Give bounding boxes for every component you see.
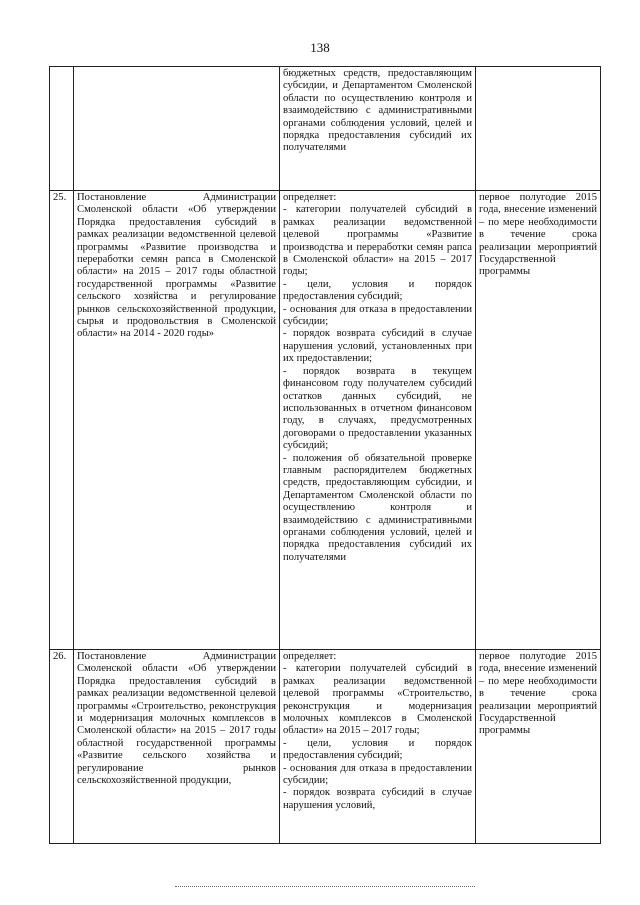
deadline: первое полугодие 2015 года, внесение изменений – по мере необходимости в течение срока реализации мероприятий Государственной программы	[476, 191, 601, 650]
row-number	[50, 67, 74, 191]
content-paragraph: - порядок возврата субсидий в случае нарушения условий,	[283, 787, 472, 811]
document-content	[280, 67, 476, 191]
content-paragraph: - категории получателей субсидий в рамках реализации ведомственной целевой программы «Строительство, реконструкция и модернизация молочных комплексов в Смоленской области» на 2015 – 2017 годы;	[283, 663, 472, 737]
document-name: Постановление Администрации Смоленской области «Об утверждении Порядка предоставления субсидий в рамках реализации ведомственной целевой программы «Развитие производства и переработки семян рапса в Смоленской области» на 2015 – 2017 годы областной государственной программы «Развитие сельского хозяйства и регулирование рынков сельскохозяйственной продукции, сырья и продовольствия в Смоленской области» на 2014 - 2020 годы»	[74, 191, 280, 650]
table-row	[50, 191, 601, 650]
content-paragraph: определяет:	[283, 192, 337, 203]
document-content	[280, 191, 476, 650]
table-row	[50, 650, 601, 844]
content-paragraph: - цели, условия и порядок предоставления субсидий;	[283, 278, 472, 303]
footer-divider	[175, 886, 475, 887]
content-paragraph: - основания для отказа в предоставлении субсидии;	[283, 762, 472, 787]
content-paragraph: - основания для отказа в предоставлении субсидии;	[283, 303, 472, 328]
document-content	[280, 650, 476, 844]
deadline	[476, 67, 601, 191]
content-paragraph: - порядок возврата в текущем финансовом году получателем субсидий остатков данных субсидий, не использованных в отчетном финансовом году, в случаях, предусмотренных договорами о предоставлении указанных субсидий;	[283, 365, 472, 452]
content-paragraph: определяет:	[283, 651, 337, 662]
row-number: 25.	[50, 191, 74, 650]
table-row	[50, 67, 601, 191]
deadline: первое полугодие 2015 года, внесение изменений – по мере необходимости в течение срока реализации мероприятий Государственной программы	[476, 650, 601, 844]
content-paragraph: бюджетных средств, предоставляющим субсидии, и Департаментом Смоленской области по осуществлению контроля и взаимодействию с административными органами соблюдения условий, целей и порядка предоставления субсидий их получателями	[283, 68, 472, 154]
row-number: 26.	[50, 650, 74, 844]
document-name	[74, 67, 280, 191]
content-paragraph: - категории получателей субсидий в рамках реализации ведомственной целевой программы «Развитие производства и переработки семян рапса в Смоленской области» на 2015 – 2017 годы;	[283, 204, 472, 278]
content-paragraph: - положения об обязательной проверке главным распорядителем бюджетных средств, предоставляющим субсидии, и Департаментом Смоленской области по осуществлению контроля и взаимодействию с административными органами соблюдения условий, целей и порядка предоставления субсидий их получателями	[283, 452, 472, 563]
content-paragraph: - цели, условия и порядок предоставления субсидий;	[283, 737, 472, 762]
page-number: 138	[310, 40, 330, 55]
measures-table	[49, 66, 601, 844]
content-paragraph: - порядок возврата субсидий в случае нарушения условий, установленных при их предоставлении;	[283, 328, 472, 365]
document-name: Постановление Администрации Смоленской области «Об утверждении Порядка предоставления субсидий в рамках реализации ведомственной целевой программы «Строительство, реконструкция и модернизация молочных комплексов в Смоленской области» на 2015 – 2017 годы областной государственной программы «Развитие сельского хозяйства и регулирование рынков сельскохозяйственной продукции,	[74, 650, 280, 844]
